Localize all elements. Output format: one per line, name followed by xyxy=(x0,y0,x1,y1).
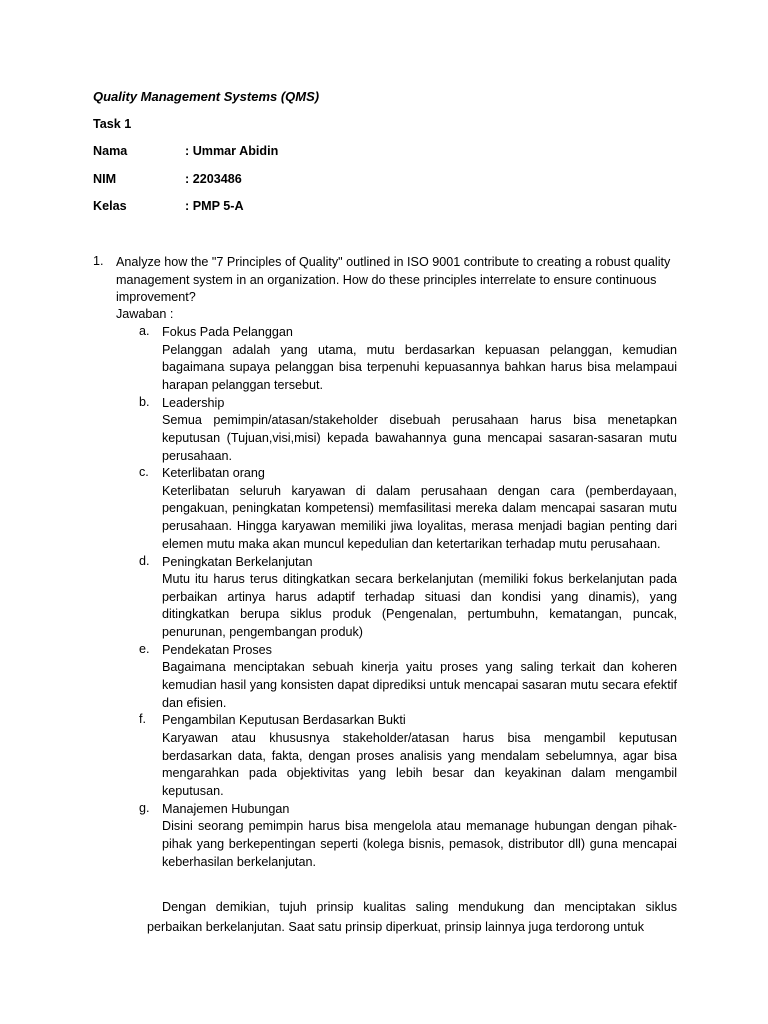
field-label: Nama xyxy=(93,144,128,158)
answer-list xyxy=(139,324,677,871)
item-title: Peningkatan Berkelanjutan xyxy=(162,554,313,569)
item-title: Pendekatan Proses xyxy=(162,642,272,657)
item-letter: e. xyxy=(139,641,150,656)
field-nama xyxy=(93,144,278,158)
list-item xyxy=(139,554,677,642)
item-title: Manajemen Hubungan xyxy=(162,801,290,816)
item-title: Leadership xyxy=(162,395,225,410)
item-title: Keterlibatan orang xyxy=(162,466,265,481)
item-letter: f. xyxy=(139,712,146,727)
list-item xyxy=(139,324,677,395)
field-nim xyxy=(93,172,242,186)
list-item xyxy=(139,465,677,553)
list-item xyxy=(139,801,677,872)
item-body: Disini seorang pemimpin harus bisa mengelola atau memanage hubungan dengan pihak-pihak yang berkepentingan seperti (kolega bisnis, pemasok, distributor dll) guna mencapai keberhasilan berkelanjutan. xyxy=(162,819,677,869)
field-label: NIM xyxy=(93,172,117,186)
item-letter: a. xyxy=(139,324,150,338)
item-title: Fokus Pada Pelanggan xyxy=(162,325,293,339)
document-title: Quality Management Systems (QMS) xyxy=(93,89,320,104)
question-text: Analyze how the "7 Principles of Quality" outlined in ISO 9001 contribute to creating a robust quality management system in an organization. How do these principles interrelate to ensure continuous improvement? xyxy=(116,255,671,304)
list-item xyxy=(139,712,677,800)
task-label: Task 1 xyxy=(93,117,132,131)
field-value: : PMP 5-A xyxy=(185,199,244,213)
field-value: : 2203486 xyxy=(185,172,242,186)
item-body: Pelanggan adalah yang utama, mutu berdasarkan kepuasan pelanggan, kemudian bagaimana supaya pelanggan bisa terpenuhi kepuasannya bahkan harus bisa melampaui harapan pelanggan tersebut. xyxy=(162,342,677,392)
item-letter: b. xyxy=(139,394,150,409)
item-body: Semua pemimpin/atasan/stakeholder disebuah perusahaan harus bisa menetapkan keputusan (Tujuan,visi,misi) kepada bawahannya guna mencapai sasaran-sasaran mutu perusahaan. xyxy=(162,413,677,463)
item-body: Bagaimana menciptakan sebuah kinerja yaitu proses yang saling terkait dan koheren kemudian hasil yang konsisten dapat diprediksi untuk mencapai sasaran mutu secara efektif dan efisien. xyxy=(162,660,677,710)
item-body: Karyawan atau khususnya stakeholder/atasan harus bisa mengambil keputusan berdasarkan data, fakta, dengan proses analisis yang mendalam sebelumnya, agar bisa mengarahkan pada objektivitas yang lebih besar dan keyakinan dalam mengambil keputusan. xyxy=(162,730,677,799)
item-body: Mutu itu harus terus ditingkatkan secara berkelanjutan (memiliki fokus berkelanjutan pada perbaikan artinya harus adaptif terhadap situasi dan kondisi yang dinamis), yang ditingkatkan berupa siklus produk (Pengenalan, pertumbuhn, kematangan, puncak, penurunan, pengembangan produk) xyxy=(162,572,677,640)
field-value: : Ummar Abidin xyxy=(185,144,279,158)
question-number: 1. xyxy=(93,254,104,268)
item-body: Keterlibatan seluruh karyawan di dalam perusahaan dengan cara (pemberdayaan, pengakuan, peningkatan kompetensi) memfasilitasi mereka dalam mencapai sasaran mutu perusahaan. Hingga karyawan memiliki jiwa loyalitas, merasa menjadi bagian penting dari elemen mutu maka akan muncul kepedulian dan ketertarikan terhadap mutu perusahaan. xyxy=(162,483,677,551)
answer-label: Jawaban : xyxy=(116,307,174,321)
field-label: Kelas xyxy=(93,199,127,213)
item-letter: g. xyxy=(139,800,150,815)
field-kelas xyxy=(93,199,244,213)
item-title: Pengambilan Keputusan Berdasarkan Bukti xyxy=(162,713,406,728)
conclusion-paragraph: Dengan demikian, tujuh prinsip kualitas saling mendukung dan menciptakan siklus perbaikan berkelanjutan. Saat satu prinsip diperkuat, prinsip lainnya juga terdorong untuk xyxy=(147,900,677,934)
list-item xyxy=(139,395,677,466)
item-letter: c. xyxy=(139,465,149,480)
item-letter: d. xyxy=(139,553,150,568)
list-item xyxy=(139,642,677,713)
